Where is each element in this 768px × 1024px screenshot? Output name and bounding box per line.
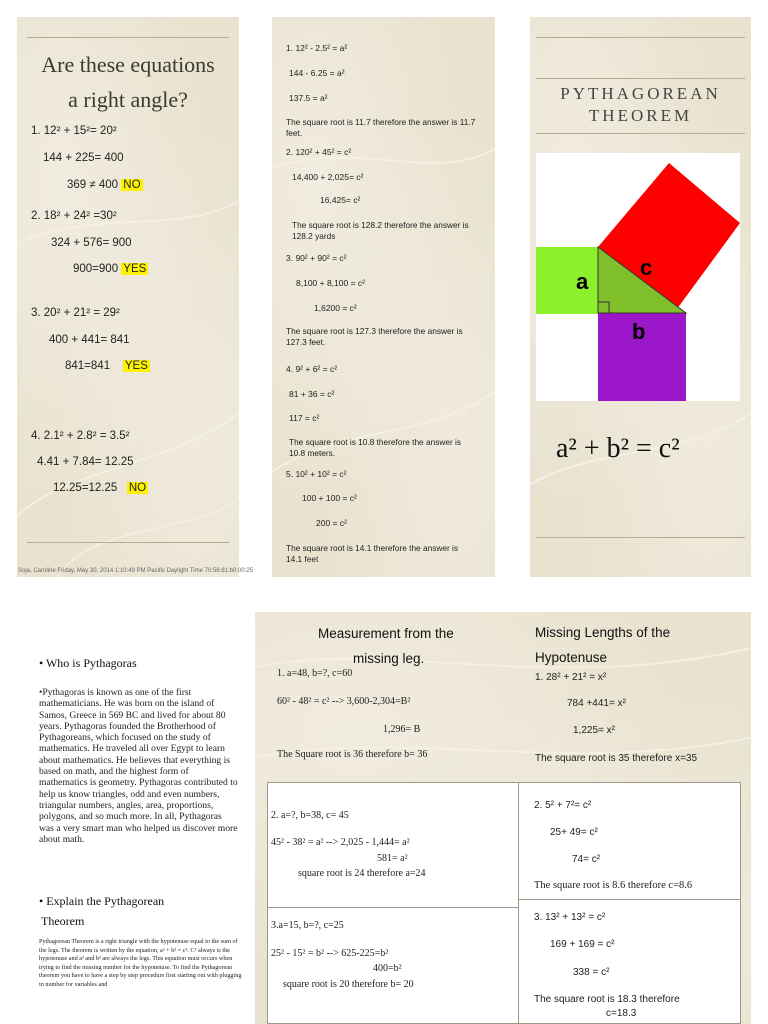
- top-rule: [27, 37, 229, 38]
- leg3-answer: square root is 20 therefore b= 20: [283, 979, 414, 990]
- panel-theorem-cover: [530, 17, 751, 577]
- leg2-given: 2. a=?, b=38, c= 45: [271, 810, 349, 821]
- title-bottom-rule: [536, 133, 745, 134]
- leg2-calc: 45² - 38² = a² --> 2,025 - 1,444= a²: [271, 837, 410, 848]
- p4-result: 117 = c²: [289, 413, 320, 423]
- p3-calc: 8,100 + 8,100 = c²: [296, 278, 365, 288]
- leg3-calc: 25² - 15² = b² --> 625-225=b²: [271, 948, 389, 959]
- p1-equation: 1. 12² - 2.5² = a²: [286, 43, 348, 53]
- hyp3-answer: The square root is 18.3 therefore: [534, 994, 680, 1005]
- formula: a² + b² = c²: [556, 433, 680, 464]
- label-a: a: [576, 269, 589, 294]
- p5-answer: The square root is 14.1 therefore the answer is 14.1 feet: [286, 543, 459, 564]
- question-explain-line2: Theorem: [41, 914, 85, 928]
- item3-result: 841=841 YES: [65, 360, 148, 372]
- item4-calc: 4.41 + 7.84= 12.25: [37, 456, 134, 468]
- leg1-calc: 60² - 48² = c² --> 3,600-2,304=B²: [277, 696, 411, 707]
- panel-worked-problems: [272, 17, 495, 577]
- hyp3-equation: 3. 13² + 13² = c²: [534, 912, 606, 923]
- box-divider-vertical: [518, 783, 519, 1023]
- print-footer: Soja, Caroline Friday, May 30, 2014 1:10:49 PM Pacific Daylight Time 70:56:81:b0:00:25: [18, 568, 254, 574]
- heading-hypotenuse-line1: Missing Lengths of the: [535, 625, 671, 640]
- item1-equation: 1. 12² + 15²= 20²: [31, 125, 117, 137]
- item3-calc: 400 + 441= 841: [49, 334, 130, 346]
- hyp1-calc: 784 +441= x²: [567, 698, 626, 709]
- theorem-explanation: Pythagorean Theorem is a right triangle with the hypotenuse equal to the sum of the legs. The theorem is written by the equation, a² + b² = c². C² always is the hypotenuse and a² and b² are always the legs. This equation must occurs when trying to find the missing number for the hypotenuse. To find the Pythagorean theorem you have to have a step by step procedure first starting out with plugging in number for variables and: [39, 938, 242, 988]
- bottom-rule: [27, 542, 229, 543]
- item3-equation: 3. 20² + 21² = 29²: [31, 307, 120, 319]
- box-divider-left: [268, 907, 518, 908]
- heading-missing-leg-line1: Measurement from the: [318, 626, 454, 641]
- leg3-result: 400=b²: [373, 963, 402, 974]
- top-rule: [536, 37, 745, 38]
- hyp3-answer-value: c=18.3: [606, 1008, 637, 1019]
- p2-answer: The square root is 128.2 therefore the answer is 128.2 yards: [292, 220, 469, 241]
- leg1-answer: The Square root is 36 therefore b= 36: [277, 749, 428, 760]
- p2-equation: 2. 120² + 45² = c²: [286, 147, 352, 157]
- heading-hypotenuse-line2: Hypotenuse: [535, 650, 608, 665]
- hyp1-answer: The square root is 35 therefore x=35: [535, 753, 698, 764]
- leg1-result: 1,296= B: [383, 724, 421, 735]
- p5-equation: 5. 10² + 10² = c²: [286, 469, 347, 479]
- pythagoras-bio: •Pythagoras is known as one of the first mathematicians. He was born on the island of Samos, Greece in 569 BC and lived for about 80 years. Pythagoras founded the Brotherhood of Pythagoreans, which focused on the study of mathematics. He traveled all over Egypt to learn about mathematics. He believes that everything is based on math, and the highest form of mathematics is geometry. Pythagoras contributed to help us know triangles, odd and even numbers, triangular numbers, angles, area, proportions, polygons, and so much more. In all, Pythagoras was a very smart man who helped us discover more about math.: [39, 687, 238, 845]
- item4-result: 12.25=12.25 NO: [53, 482, 147, 494]
- hyp3-calc: 169 + 169 = c²: [550, 939, 615, 950]
- item1-calc: 144 + 225= 400: [43, 152, 124, 164]
- bottom-rule: [536, 537, 745, 538]
- p4-answer: The square root is 10.8 therefore the answer is 10.8 meters.: [289, 437, 462, 458]
- panel-missing-lengths: [255, 612, 751, 1024]
- p3-answer: The square root is 127.3 therefore the answer is 127.3 feet.: [286, 326, 463, 347]
- p1-result: 137.5 = a²: [289, 93, 328, 103]
- p2-result: 16,425= c²: [320, 195, 361, 205]
- leg2-answer: square root is 24 therefore a=24: [298, 868, 426, 879]
- item2-equation: 2. 18² + 24² =30²: [31, 210, 117, 222]
- item1-tag: NO: [123, 179, 141, 191]
- hyp1-result: 1,225= x²: [573, 725, 615, 736]
- title-top-rule: [536, 78, 745, 79]
- pythagorean-diagram: [536, 153, 740, 401]
- hyp2-answer: The square root is 8.6 therefore c=8.6: [534, 880, 693, 891]
- p2-calc: 14,400 + 2,025= c²: [292, 172, 364, 182]
- leg3-given: 3.a=15, b=?, c=25: [271, 920, 344, 931]
- item4-tag: NO: [128, 482, 147, 494]
- p5-calc: 100 + 100 = c²: [302, 493, 357, 503]
- item2-calc: 324 + 576= 900: [51, 237, 132, 249]
- hyp2-calc: 25+ 49= c²: [550, 827, 598, 838]
- item2-tag: YES: [123, 263, 147, 275]
- leg1-given: 1. a=48, b=?, c=60: [277, 668, 353, 679]
- problems-box: [267, 782, 741, 1024]
- p5-result: 200 = c²: [316, 518, 347, 528]
- question-explain-line1: • Explain the Pythagorean: [39, 894, 165, 908]
- panel-pythagoras-info: [27, 621, 245, 1024]
- leg2-result: 581= a²: [377, 853, 408, 864]
- item1-result: 369 ≠ 400 NO: [67, 179, 141, 191]
- p3-equation: 3. 90² + 90² = c²: [286, 253, 347, 263]
- p4-equation: 4. 9² + 6² = c²: [286, 364, 338, 374]
- box-divider-right: [518, 899, 740, 900]
- p3-result: 1,6200 = c²: [314, 303, 357, 313]
- item4-equation: 4. 2.1² + 2.8² = 3.5²: [31, 430, 130, 442]
- item3-tag: YES: [124, 360, 148, 372]
- question-who: • Who is Pythagoras: [39, 656, 137, 670]
- square-a: [536, 247, 598, 314]
- hyp2-equation: 2. 5² + 7²= c²: [534, 800, 592, 811]
- p1-calc: 144 - 6.25 = a²: [289, 68, 345, 78]
- page-title-line1: Are these equations: [41, 52, 215, 77]
- item2-result: 900=900 YES: [73, 263, 147, 275]
- hyp1-equation: 1. 28² + 21² = x²: [535, 672, 607, 683]
- p4-calc: 81 + 36 = c²: [289, 389, 335, 399]
- label-b: b: [632, 319, 646, 344]
- page-title-line2: a right angle?: [68, 87, 188, 112]
- panel-right-angle-check: [17, 17, 239, 577]
- label-c: c: [640, 255, 653, 280]
- heading-missing-leg-line2: missing leg.: [353, 651, 425, 666]
- p1-answer: The square root is 11.7 therefore the answer is 11.7 feet.: [286, 117, 476, 138]
- hyp3-result: 338 = c²: [573, 967, 610, 978]
- hyp2-result: 74= c²: [572, 854, 601, 865]
- cover-title: PYTHAGOREAN THEOREM: [560, 84, 721, 125]
